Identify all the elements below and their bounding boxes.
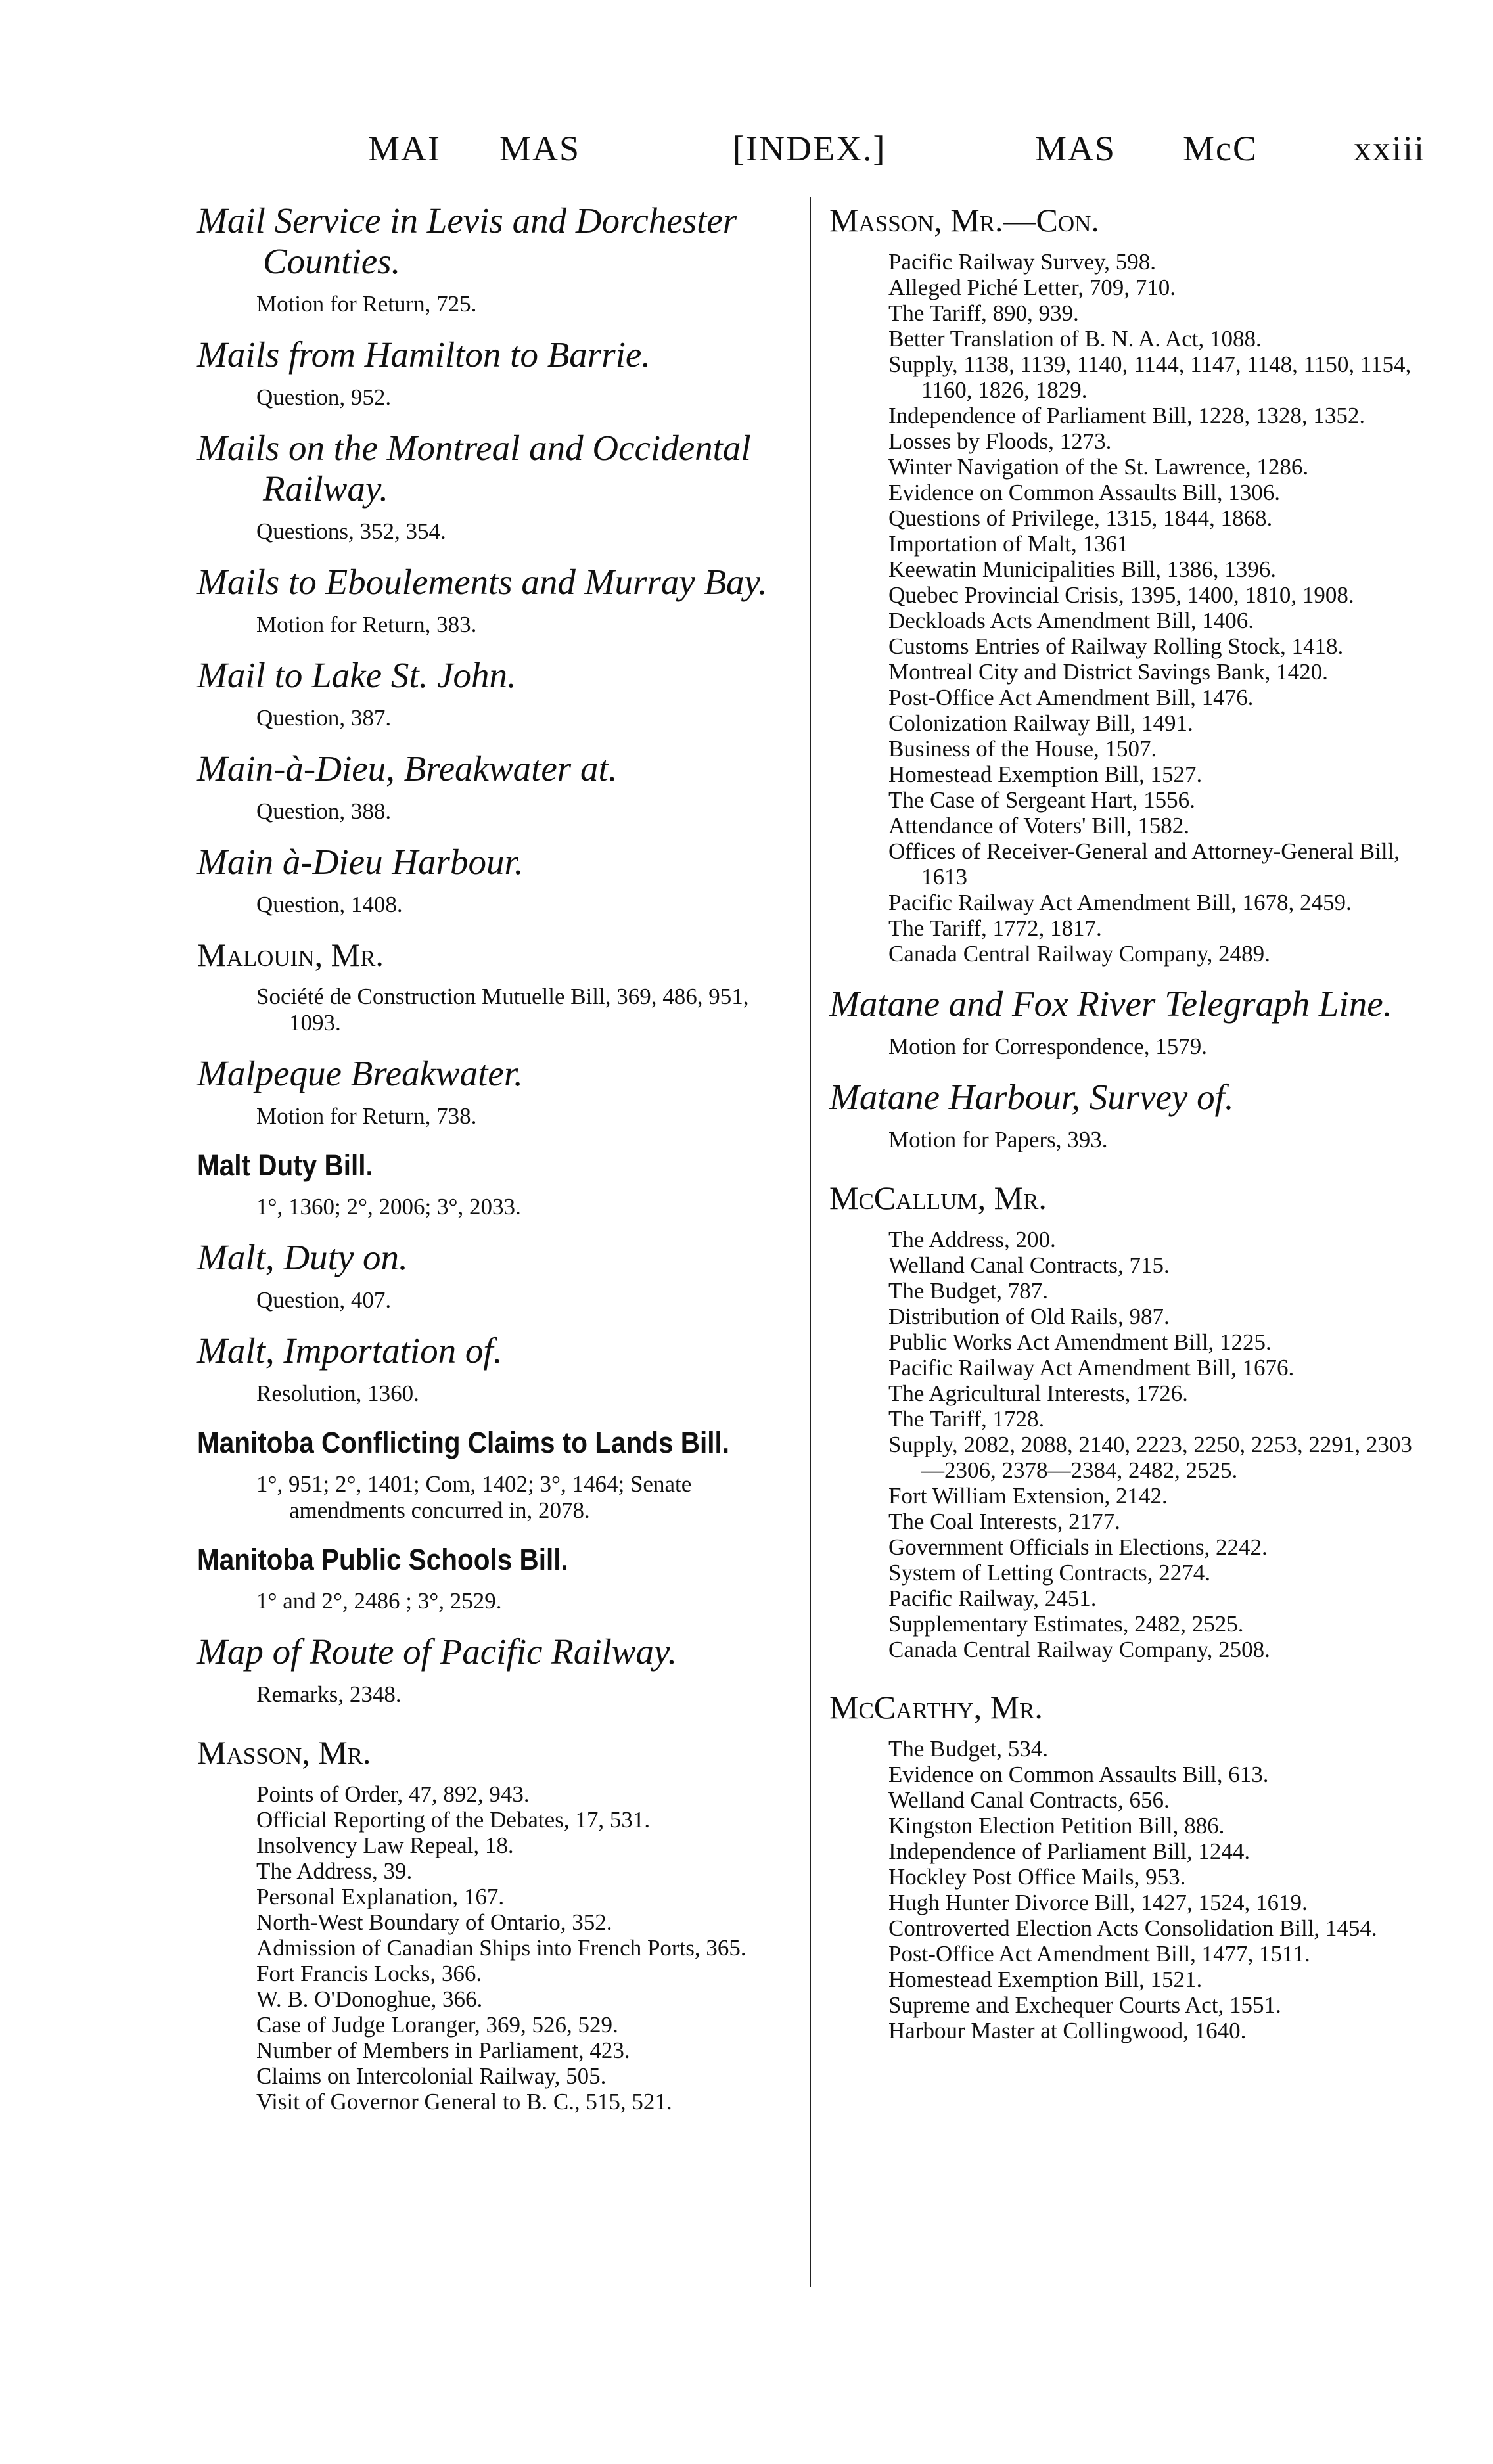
entry-subitem: Fort William Extension, 2142.: [888, 1483, 1168, 1509]
entry-subitems: [829, 1227, 1431, 1662]
entry-heading: McCarthy, Mr.: [829, 1689, 1043, 1725]
entry-spacer: [197, 1313, 802, 1331]
left-column: [197, 200, 802, 2114]
index-entry: [197, 1053, 802, 1129]
entry-subitem: Homestead Exemption Bill, 1527.: [888, 762, 1203, 787]
entry-heading: Mails on the Montreal and Occidental Railway.: [197, 428, 751, 509]
entry-subitem: Government Officials in Elections, 2242.: [888, 1534, 1268, 1560]
entry-heading: Manitoba Conflicting Claims to Lands Bill.: [197, 1426, 730, 1459]
entry-subitems: [197, 1287, 802, 1313]
entry-heading: Malt, Duty on.: [197, 1237, 408, 1277]
index-entry: [829, 1077, 1431, 1153]
entry-heading: Mail to Lake St. John.: [197, 655, 517, 695]
entry-subitem: Question, 952.: [256, 384, 392, 410]
entry-subitem: Questions, 352, 354.: [256, 518, 446, 544]
entry-heading: Malt Duty Bill.: [197, 1149, 373, 1182]
entry-subitem: Motion for Return, 738.: [256, 1103, 477, 1129]
entry-heading: Main-à-Dieu, Breakwater at.: [197, 748, 618, 788]
entry-subitem: Question, 407.: [256, 1287, 392, 1313]
entry-heading: Map of Route of Pacific Railway.: [197, 1631, 678, 1672]
entry-subitem: The Budget, 787.: [888, 1278, 1049, 1304]
index-entry: [829, 200, 1431, 967]
entry-subitem: Offices of Receiver-General and Attorney-General Bill, 1613: [888, 838, 1400, 890]
index-entry: [197, 562, 802, 638]
entry-subitem: North-West Boundary of Ontario, 352.: [256, 1909, 612, 1935]
entry-heading: Masson, Mr.: [197, 1734, 371, 1771]
entry-heading: Manitoba Public Schools Bill.: [197, 1543, 568, 1576]
index-entry: [197, 1237, 802, 1313]
entry-subitems: [829, 1034, 1431, 1060]
entry-heading: Malpeque Breakwater.: [197, 1053, 523, 1093]
entry-spacer: [197, 317, 802, 334]
entry-spacer: [197, 825, 802, 842]
entry-subitem: Deckloads Acts Amendment Bill, 1406.: [888, 608, 1254, 633]
entry-subitem: Customs Entries of Railway Rolling Stock, 1418.: [888, 633, 1344, 659]
entry-subitems: [197, 384, 802, 411]
entry-subitem: Number of Members in Parliament, 423.: [256, 2038, 630, 2063]
entry-heading: Masson, Mr.—Con.: [829, 202, 1099, 239]
index-entry: [197, 1424, 802, 1524]
entry-spacer: [197, 918, 802, 935]
header-center: [INDEX.]: [733, 129, 886, 168]
entry-subitems: [197, 705, 802, 731]
entry-subitems: [197, 1588, 802, 1614]
entry-subitem: Post-Office Act Amendment Bill, 1476.: [888, 685, 1254, 710]
entry-subitem: Quebec Provincial Crisis, 1395, 1400, 1810, 1908.: [888, 582, 1354, 608]
entry-subitems: [197, 1781, 802, 2114]
entry-subitem: Case of Judge Loranger, 369, 526, 529.: [256, 2012, 618, 2038]
entry-subitem: Supply, 2082, 2088, 2140, 2223, 2250, 2253, 2291, 2303—2306, 2378—2384, 2482, 2525.: [888, 1432, 1412, 1483]
entry-subitems: [197, 1471, 802, 1524]
entry-subitem: W. B. O'Donoghue, 366.: [256, 1986, 483, 2012]
index-entry: [197, 1631, 802, 1708]
entry-spacer: [197, 1036, 802, 1053]
entry-subitem: Question, 388.: [256, 798, 392, 824]
entry-subitem: Distribution of Old Rails, 987.: [888, 1304, 1170, 1329]
entry-subitems: [197, 892, 802, 918]
entry-subitems: [197, 612, 802, 638]
entry-heading: Main à-Dieu Harbour.: [197, 842, 524, 882]
entry-subitem: Hugh Hunter Divorce Bill, 1427, 1524, 1619.: [888, 1890, 1308, 1915]
entry-subitems: [197, 1103, 802, 1129]
entry-subitem: Motion for Correspondence, 1579.: [888, 1034, 1208, 1059]
entry-heading: Malt, Importation of.: [197, 1331, 503, 1371]
index-entry: [829, 984, 1431, 1060]
index-entry: [197, 334, 802, 411]
entry-spacer: [197, 1614, 802, 1631]
entry-spacer: [197, 1708, 802, 1733]
entry-heading: Malouin, Mr.: [197, 936, 384, 973]
index-entry: [197, 935, 802, 1036]
entry-subitem: Points of Order, 47, 892, 943.: [256, 1781, 530, 1807]
entry-subitem: Claims on Intercolonial Railway, 505.: [256, 2063, 607, 2089]
entry-subitem: The Tariff, 890, 939.: [888, 300, 1079, 326]
index-entry: [197, 842, 802, 918]
index-entry: [197, 655, 802, 731]
entry-subitem: Pacific Railway Survey, 598.: [888, 249, 1156, 275]
entry-subitem: Importation of Malt, 1361: [888, 531, 1129, 557]
page-number: xxiii: [1354, 129, 1426, 168]
index-entry: [197, 1541, 802, 1614]
entry-subitems: [829, 1127, 1431, 1153]
entry-subitem: Canada Central Railway Company, 2489.: [888, 941, 1270, 967]
entry-subitem: Admission of Canadian Ships into French Ports, 365.: [256, 1935, 746, 1961]
entry-subitem: Attendance of Voters' Bill, 1582.: [888, 813, 1190, 838]
entry-subitem: Kingston Election Petition Bill, 886.: [888, 1813, 1225, 1838]
entry-subitems: [829, 1736, 1431, 2043]
entry-subitems: [197, 1681, 802, 1708]
entry-subitem: Montreal City and District Savings Bank, 1420.: [888, 659, 1328, 685]
entry-subitem: Better Translation of B. N. A. Act, 1088.: [888, 326, 1262, 352]
entry-heading: Mails to Eboulements and Murray Bay.: [197, 562, 768, 602]
entry-spacer: [197, 411, 802, 428]
entry-subitem: Pacific Railway, 2451.: [888, 1586, 1097, 1611]
index-entry: [197, 1331, 802, 1407]
entry-subitem: Personal Explanation, 167.: [256, 1884, 505, 1909]
entry-subitem: The Agricultural Interests, 1726.: [888, 1380, 1188, 1406]
entry-subitem: Welland Canal Contracts, 656.: [888, 1787, 1170, 1813]
entry-spacer: [197, 545, 802, 562]
entry-spacer: [197, 1220, 802, 1237]
index-entry: [197, 200, 802, 317]
entry-spacer: [829, 1662, 1431, 1687]
entry-spacer: [197, 731, 802, 748]
entry-heading: Mails from Hamilton to Barrie.: [197, 334, 651, 375]
entry-spacer: [197, 1407, 802, 1424]
entry-subitem: Independence of Parliament Bill, 1228, 1328, 1352.: [888, 403, 1366, 428]
entry-subitem: Supreme and Exchequer Courts Act, 1551.: [888, 1992, 1281, 2018]
entry-subitem: Public Works Act Amendment Bill, 1225.: [888, 1329, 1272, 1355]
entry-spacer: [197, 638, 802, 655]
entry-subitem: Fort Francis Locks, 366.: [256, 1961, 482, 1986]
index-entry: [197, 748, 802, 825]
entry-subitem: Motion for Return, 383.: [256, 612, 477, 637]
entry-subitem: Questions of Privilege, 1315, 1844, 1868.: [888, 505, 1273, 531]
entry-spacer: [829, 1060, 1431, 1077]
entry-heading: Matane and Fox River Telegraph Line.: [829, 984, 1392, 1024]
entry-subitem: 1°, 951; 2°, 1401; Com, 1402; 3°, 1464; Senate amendments concurred in, 2078.: [256, 1471, 692, 1523]
entry-subitem: The Address, 39.: [256, 1858, 413, 1884]
entry-subitem: Colonization Railway Bill, 1491.: [888, 710, 1193, 736]
entry-subitem: Visit of Governor General to B. C., 515, 521.: [256, 2089, 672, 2114]
header-range-start-1: MAI: [368, 129, 441, 168]
entry-subitem: Evidence on Common Assaults Bill, 1306.: [888, 480, 1280, 505]
entry-spacer: [197, 1129, 802, 1147]
entry-subitem: Alleged Piché Letter, 709, 710.: [888, 275, 1176, 300]
entry-subitems: [197, 518, 802, 545]
entry-subitem: Insolvency Law Repeal, 18.: [256, 1833, 514, 1858]
entry-subitem: Post-Office Act Amendment Bill, 1477, 1511.: [888, 1941, 1310, 1967]
entry-subitem: The Coal Interests, 2177.: [888, 1509, 1120, 1534]
column-divider: [810, 197, 811, 2287]
entry-subitem: Supply, 1138, 1139, 1140, 1144, 1147, 1148, 1150, 1154, 1160, 1826, 1829.: [888, 352, 1412, 403]
entry-subitem: Evidence on Common Assaults Bill, 613.: [888, 1762, 1269, 1787]
entry-subitems: [197, 291, 802, 317]
entry-subitems: [197, 798, 802, 825]
entry-subitems: [197, 1380, 802, 1407]
header-range-end-2: McC: [1183, 129, 1258, 168]
header-range-start-2: MAS: [499, 129, 581, 168]
entry-spacer: [829, 967, 1431, 984]
entry-subitem: The Address, 200.: [888, 1227, 1056, 1252]
entry-subitem: The Tariff, 1728.: [888, 1406, 1045, 1432]
entry-heading: McCallum, Mr.: [829, 1179, 1047, 1216]
entry-subitem: Homestead Exemption Bill, 1521.: [888, 1967, 1203, 1992]
entry-subitem: Pacific Railway Act Amendment Bill, 1676.: [888, 1355, 1295, 1380]
entry-subitem: Supplementary Estimates, 2482, 2525.: [888, 1611, 1244, 1637]
entry-subitem: Motion for Papers, 393.: [888, 1127, 1108, 1152]
entry-subitem: Question, 1408.: [256, 892, 403, 917]
entry-subitem: The Tariff, 1772, 1817.: [888, 915, 1102, 941]
entry-spacer: [197, 1524, 802, 1541]
index-entry: [829, 1687, 1431, 2043]
entry-subitem: Question, 387.: [256, 705, 392, 731]
entry-subitem: Motion for Return, 725.: [256, 291, 477, 317]
entry-subitem: Losses by Floods, 1273.: [888, 428, 1112, 454]
entry-subitem: Pacific Railway Act Amendment Bill, 1678, 2459.: [888, 890, 1352, 915]
entry-subitem: 1° and 2°, 2486 ; 3°, 2529.: [256, 1588, 502, 1614]
index-entry: [197, 1733, 802, 2114]
entry-subitem: Société de Construction Mutuelle Bill, 369, 486, 951, 1093.: [256, 984, 749, 1036]
entry-subitem: Hockley Post Office Mails, 953.: [888, 1864, 1186, 1890]
entry-subitem: Welland Canal Contracts, 715.: [888, 1252, 1170, 1278]
entry-heading: Matane Harbour, Survey of.: [829, 1077, 1234, 1117]
entry-subitem: Business of the House, 1507.: [888, 736, 1157, 762]
right-column: [829, 200, 1431, 2043]
entry-subitem: Remarks, 2348.: [256, 1681, 402, 1707]
entry-subitems: [197, 1194, 802, 1220]
entry-subitem: Winter Navigation of the St. Lawrence, 1286.: [888, 454, 1309, 480]
entry-subitem: Controverted Election Acts Consolidation Bill, 1454.: [888, 1915, 1377, 1941]
entry-subitem: Canada Central Railway Company, 2508.: [888, 1637, 1270, 1662]
entry-subitem: The Case of Sergeant Hart, 1556.: [888, 787, 1195, 813]
entry-subitem: System of Letting Contracts, 2274.: [888, 1560, 1210, 1586]
entry-subitem: Independence of Parliament Bill, 1244.: [888, 1838, 1251, 1864]
entry-subitem: Keewatin Municipalities Bill, 1386, 1396.: [888, 557, 1277, 582]
index-entry: [829, 1178, 1431, 1662]
entry-spacer: [829, 1153, 1431, 1178]
entry-subitems: [197, 984, 802, 1036]
entry-subitems: [829, 249, 1431, 967]
entry-subitem: Official Reporting of the Debates, 17, 531.: [256, 1807, 651, 1833]
entry-subitem: Harbour Master at Collingwood, 1640.: [888, 2018, 1247, 2043]
header-range-end-1: MAS: [1035, 129, 1116, 168]
entry-subitem: Resolution, 1360.: [256, 1380, 419, 1406]
entry-heading: Mail Service in Levis and Dorchester Counties.: [197, 200, 737, 281]
entry-subitem: The Budget, 534.: [888, 1736, 1049, 1762]
index-entry: [197, 428, 802, 545]
index-entry: [197, 1147, 802, 1220]
entry-subitem: 1°, 1360; 2°, 2006; 3°, 2033.: [256, 1194, 521, 1220]
